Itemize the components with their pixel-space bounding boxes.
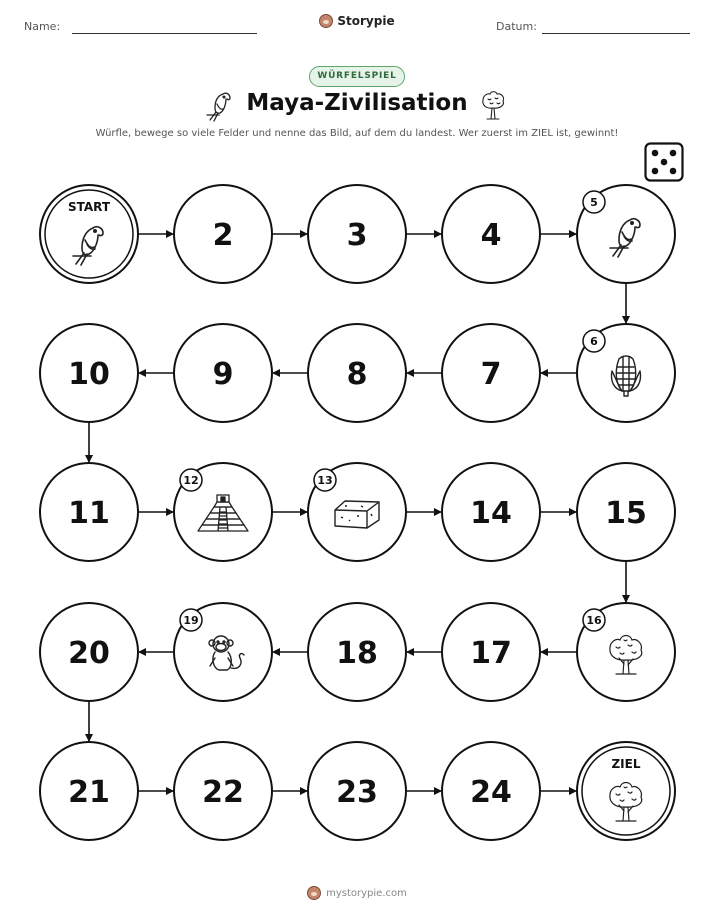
board-field — [174, 185, 272, 283]
board-field — [40, 463, 138, 561]
field-number: 16 — [586, 614, 602, 627]
board-field — [40, 324, 138, 422]
page-title: Maya-Zivilisation — [246, 90, 468, 116]
board-field — [40, 742, 138, 840]
finish-field — [577, 742, 675, 840]
board-field — [577, 324, 675, 422]
board-field — [442, 463, 540, 561]
field-number: 18 — [336, 636, 378, 671]
storypie-logo-icon — [307, 886, 321, 900]
board-field — [308, 742, 406, 840]
field-number: 6 — [590, 335, 598, 348]
start-field — [40, 185, 138, 283]
field-number: 8 — [346, 357, 368, 392]
finish-label: ZIEL — [611, 757, 641, 771]
board-field — [308, 603, 406, 701]
board-field — [308, 185, 406, 283]
name-label: Name: — [24, 20, 61, 33]
board-field — [174, 463, 272, 561]
field-number-badge — [180, 609, 202, 631]
field-number: 20 — [68, 636, 110, 671]
field-number: 2 — [212, 218, 234, 253]
board-field — [577, 185, 675, 283]
instructions: Würfle, bewege so viele Felder und nenne das Bild, auf dem du landest. Wer zuerst im ZIEL ist, gewinnt! — [95, 128, 619, 139]
game-type-badge: WÜRFELSPIEL — [309, 66, 405, 87]
field-number: 13 — [317, 474, 333, 487]
field-number: 15 — [605, 496, 647, 531]
field-number: 17 — [470, 636, 512, 671]
field-number: 3 — [346, 218, 368, 253]
field-number: 10 — [68, 357, 110, 392]
board-field — [174, 324, 272, 422]
board-field — [577, 463, 675, 561]
brand-name: Storypie — [337, 14, 395, 28]
field-number-badge — [180, 469, 202, 491]
start-label: START — [67, 200, 111, 214]
field-number: 19 — [183, 614, 199, 627]
field-number-badge — [583, 191, 605, 213]
field-number: 14 — [470, 496, 512, 531]
field-number: 5 — [590, 196, 598, 209]
footer-url: mystorypie.com — [326, 887, 407, 899]
board-field — [577, 603, 675, 701]
board-field — [442, 324, 540, 422]
board-field — [308, 463, 406, 561]
field-number-badge — [583, 330, 605, 352]
field-number: 21 — [68, 775, 110, 810]
field-number-badge — [583, 609, 605, 631]
field-number: 4 — [480, 218, 502, 253]
field-number: 9 — [212, 357, 234, 392]
board-field — [308, 324, 406, 422]
board-field — [442, 185, 540, 283]
board-field — [174, 603, 272, 701]
date-label: Datum: — [496, 20, 537, 33]
field-number: 23 — [336, 775, 378, 810]
field-number: 11 — [68, 496, 110, 531]
footer — [0, 885, 714, 904]
board-field — [442, 742, 540, 840]
field-number: 24 — [470, 775, 512, 810]
field-number: 12 — [183, 474, 199, 487]
board-field — [174, 742, 272, 840]
field-number: 7 — [480, 357, 502, 392]
board-field — [40, 603, 138, 701]
board-field — [442, 603, 540, 701]
field-number: 22 — [202, 775, 244, 810]
field-number-badge — [314, 469, 336, 491]
